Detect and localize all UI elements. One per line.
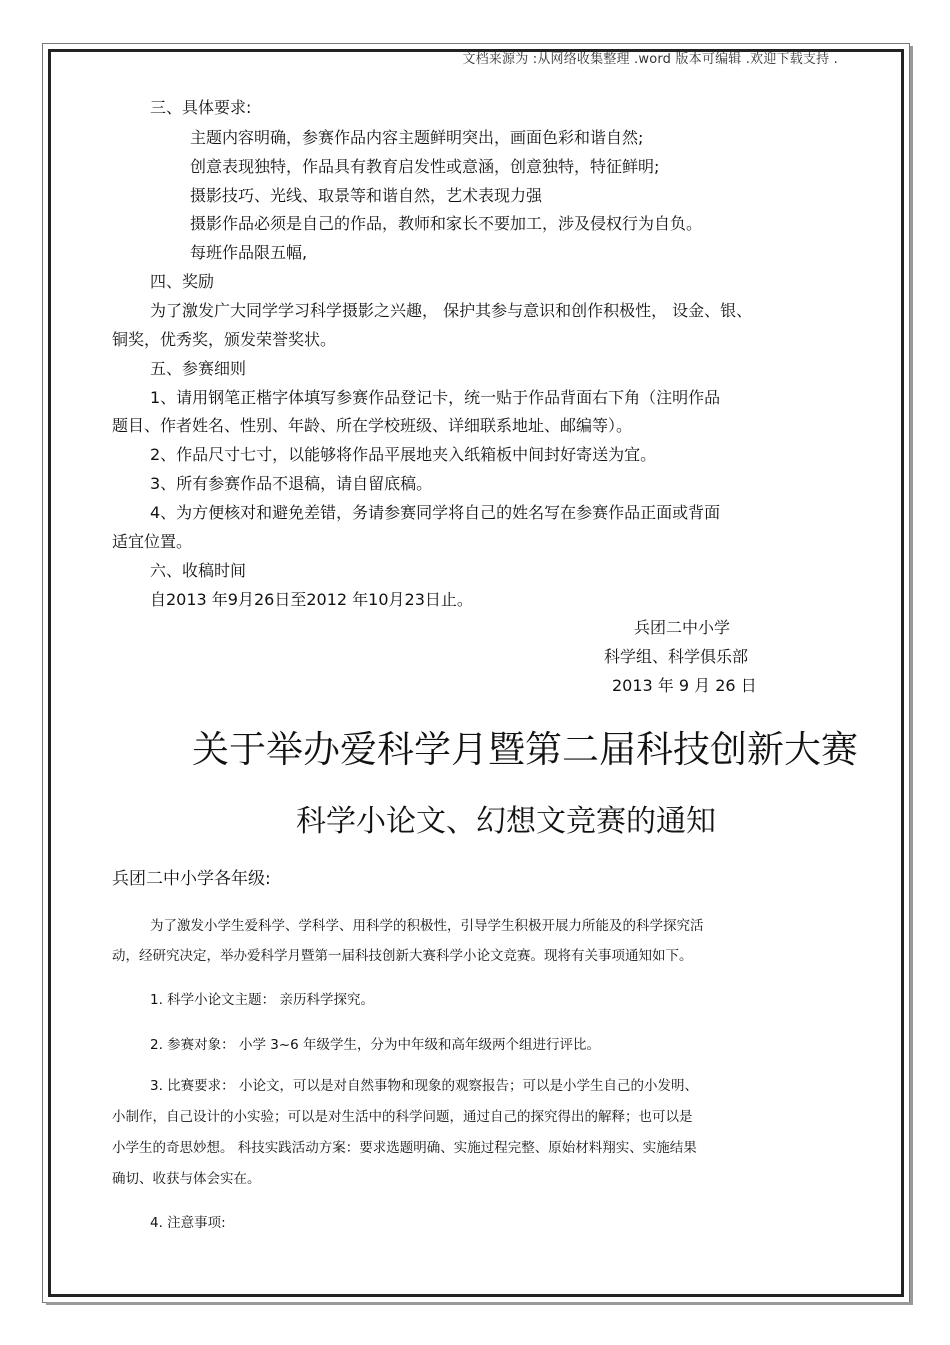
section3-item: 主题内容明确，参赛作品内容主题鲜明突出，画面色彩和谐自然;	[190, 128, 644, 147]
section5-line: 适宜位置。	[112, 532, 193, 551]
section4-heading: 四、奖励	[150, 272, 215, 291]
notice-item3-line: 小制作，自己设计的小实验；可以是对生活中的科学问题，通过自己的探究得出的解释；也可以是	[112, 1109, 693, 1125]
notice-item1: 1. 科学小论文主题： 亲历科学探究。	[150, 992, 374, 1008]
notice-item4: 4. 注意事项:	[150, 1215, 226, 1231]
source-note: 文档来源为 :从网络收集整理 .word 版本可编辑 .欢迎下载支持 .	[462, 52, 838, 67]
notice-intro: 动，经研究决定，举办爱科学月暨第一届科技创新大赛科学小论文竞赛。现将有关事项通知如下。	[112, 948, 693, 964]
section5-line: 4、为方便核对和避免差错，务请参赛同学将自己的姓名写在参赛作品正面或背面	[150, 503, 721, 522]
section5-line: 2、作品尺寸七寸，以能够将作品平展地夹入纸箱板中间封好寄送为宜。	[150, 445, 657, 464]
section6-heading: 六、收稿时间	[150, 561, 247, 580]
section5-line: 3、所有参赛作品不退稿，请自留底稿。	[150, 474, 433, 493]
section5-heading: 五、参赛细则	[150, 359, 247, 378]
notice-item3-line: 3. 比赛要求： 小论文，可以是对自然事物和现象的观察报告；可以是小学生自己的小发明、	[150, 1078, 698, 1094]
notice-intro: 为了激发小学生爱科学、学科学、用科学的积极性，引导学生积极开展力所能及的科学探究活	[150, 918, 704, 934]
notice-salutation: 兵团二中小学各年级:	[112, 869, 271, 889]
section3-heading: 三、具体要求:	[150, 98, 252, 117]
page-frame-shadow-bottom	[46, 1302, 913, 1305]
notice-item3-line: 小学生的奇思妙想。 科技实践活动方案：要求选题明确、实施过程完整、原始材料翔实、实施结果	[112, 1140, 697, 1156]
page-frame-shadow-right	[910, 46, 913, 1304]
notice-title-line1: 关于举办爱科学月暨第二届科技创新大赛	[192, 728, 858, 771]
section3-item: 每班作品限五幅,	[190, 243, 308, 262]
signature-org1: 兵团二中小学	[634, 618, 731, 637]
signature-date: 2013 年 9 月 26 日	[612, 676, 757, 695]
section4-text: 为了激发广大同学学习科学摄影之兴趣， 保护其参与意识和创作积极性， 设金、银、	[150, 301, 753, 320]
notice-item3-line: 确切、收获与体会实在。	[112, 1171, 261, 1187]
section3-item: 摄影作品必须是自己的作品，教师和家长不要加工，涉及侵权行为自负。	[190, 214, 703, 233]
section3-item: 摄影技巧、光线、取景等和谐自然，艺术表现力强	[190, 186, 543, 205]
notice-item2: 2. 参赛对象： 小学 3~6 年级学生，分为中年级和高年级两个组进行评比。	[150, 1037, 601, 1053]
notice-title-line2: 科学小论文、幻想文竞赛的通知	[296, 804, 716, 839]
signature-org2: 科学组、科学俱乐部	[604, 647, 749, 666]
section5-line: 1、请用钢笔正楷字体填写参赛作品登记卡，统一贴于作品背面右下角（注明作品	[150, 388, 721, 407]
section5-line: 题目、作者姓名、性别、年龄、所在学校班级、详细联系地址、邮编等）。	[112, 416, 633, 435]
section4-text: 铜奖，优秀奖，颁发荣誉奖状。	[112, 330, 337, 349]
section6-text: 自2013 年9月26日至2012 年10月23日止。	[150, 590, 473, 609]
section3-item: 创意表现独特，作品具有教育启发性或意涵，创意独特，特征鲜明;	[190, 157, 660, 176]
